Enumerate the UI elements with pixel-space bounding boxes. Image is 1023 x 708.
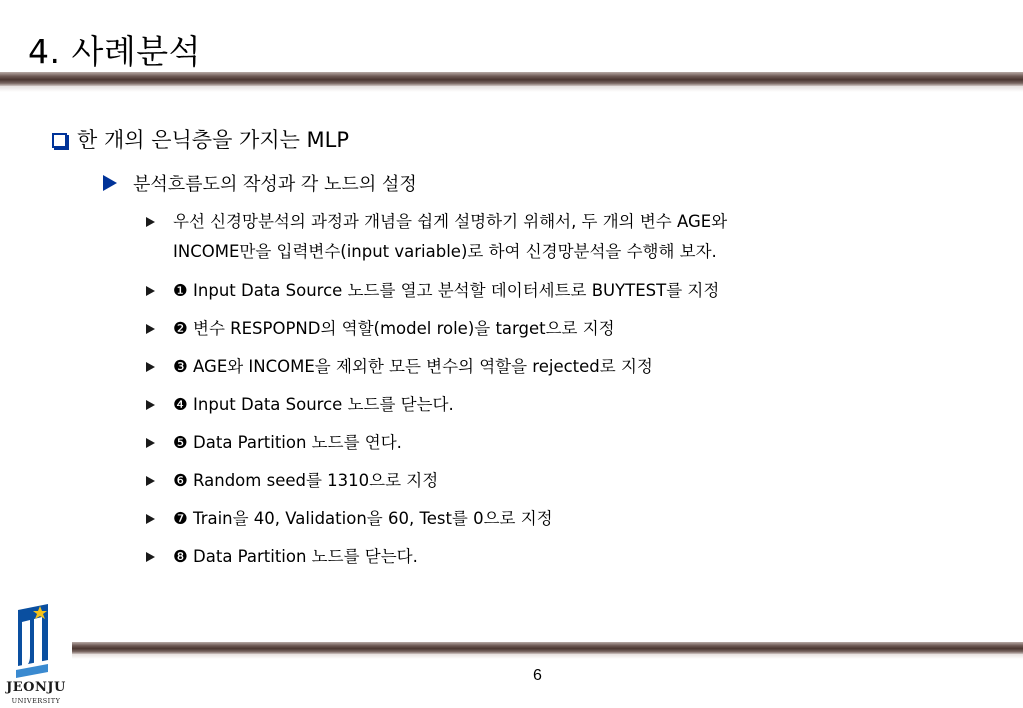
bottom-divider-shadow bbox=[72, 654, 1023, 659]
list-item bbox=[146, 352, 916, 382]
list-item-text: ❼ Train을 40, Validation을 60, Test를 0으로 지정 bbox=[173, 509, 553, 528]
small-arrow-bullet-icon bbox=[146, 438, 155, 448]
small-arrow-bullet-icon bbox=[146, 476, 155, 486]
list-item-text: 우선 신경망분석의 과정과 개념을 쉽게 설명하기 위해서, 두 개의 변수 AGE와 INCOME만을 입력변수(input variable)로 하여 신경망분석을 수행해 보자. bbox=[173, 212, 728, 261]
subheading-bullet bbox=[103, 170, 417, 196]
top-divider-bar bbox=[0, 72, 1023, 86]
list-item bbox=[146, 390, 916, 420]
subheading-text: 분석흐름도의 작성과 각 노드의 설정 bbox=[133, 174, 417, 195]
small-arrow-bullet-icon bbox=[146, 324, 155, 334]
small-arrow-bullet-icon bbox=[146, 514, 155, 524]
list-item bbox=[146, 207, 916, 267]
list-item-text: ❸ AGE와 INCOME을 제외한 모든 변수의 역할을 rejected로 지정 bbox=[173, 357, 653, 376]
small-arrow-bullet-icon bbox=[146, 286, 155, 296]
list-item-text: ❷ 변수 RESPOPND의 역할(model role)을 target으로 지정 bbox=[173, 319, 615, 338]
small-arrow-bullet-icon bbox=[146, 552, 155, 562]
list-item-text: ❻ Random seed를 1310으로 지정 bbox=[173, 471, 439, 490]
heading-bullet bbox=[52, 124, 349, 154]
heading-text: 한 개의 은닉층을 가지는 MLP bbox=[77, 128, 350, 152]
list-item-text: ❶ Input Data Source 노드를 열고 분석할 데이터세트로 BUYTEST를 지정 bbox=[173, 281, 720, 300]
list-item-text: ❹ Input Data Source 노드를 닫는다. bbox=[173, 395, 454, 414]
list-item bbox=[146, 428, 916, 458]
list-item-text: ❺ Data Partition 노드를 연다. bbox=[173, 433, 402, 452]
small-arrow-bullet-icon bbox=[146, 217, 155, 227]
square-bullet-icon bbox=[52, 133, 67, 148]
top-divider-shadow bbox=[0, 86, 1023, 92]
page-number: 6 bbox=[533, 667, 542, 684]
small-arrow-bullet-icon bbox=[146, 400, 155, 410]
bottom-divider-bar bbox=[72, 642, 1023, 654]
list-item bbox=[146, 466, 916, 496]
small-arrow-bullet-icon bbox=[146, 362, 155, 372]
logo-subtitle: UNIVERSITY bbox=[11, 697, 61, 705]
list-item-text: ❽ Data Partition 노드를 닫는다. bbox=[173, 547, 418, 566]
list-item bbox=[146, 314, 916, 344]
arrow-bullet-icon bbox=[103, 175, 117, 191]
list-item bbox=[146, 542, 916, 572]
slide-title: 4. 사례분석 bbox=[28, 32, 201, 71]
logo-wordmark: JEONJU bbox=[6, 680, 66, 695]
list-item bbox=[146, 504, 916, 534]
list-item bbox=[146, 276, 916, 306]
